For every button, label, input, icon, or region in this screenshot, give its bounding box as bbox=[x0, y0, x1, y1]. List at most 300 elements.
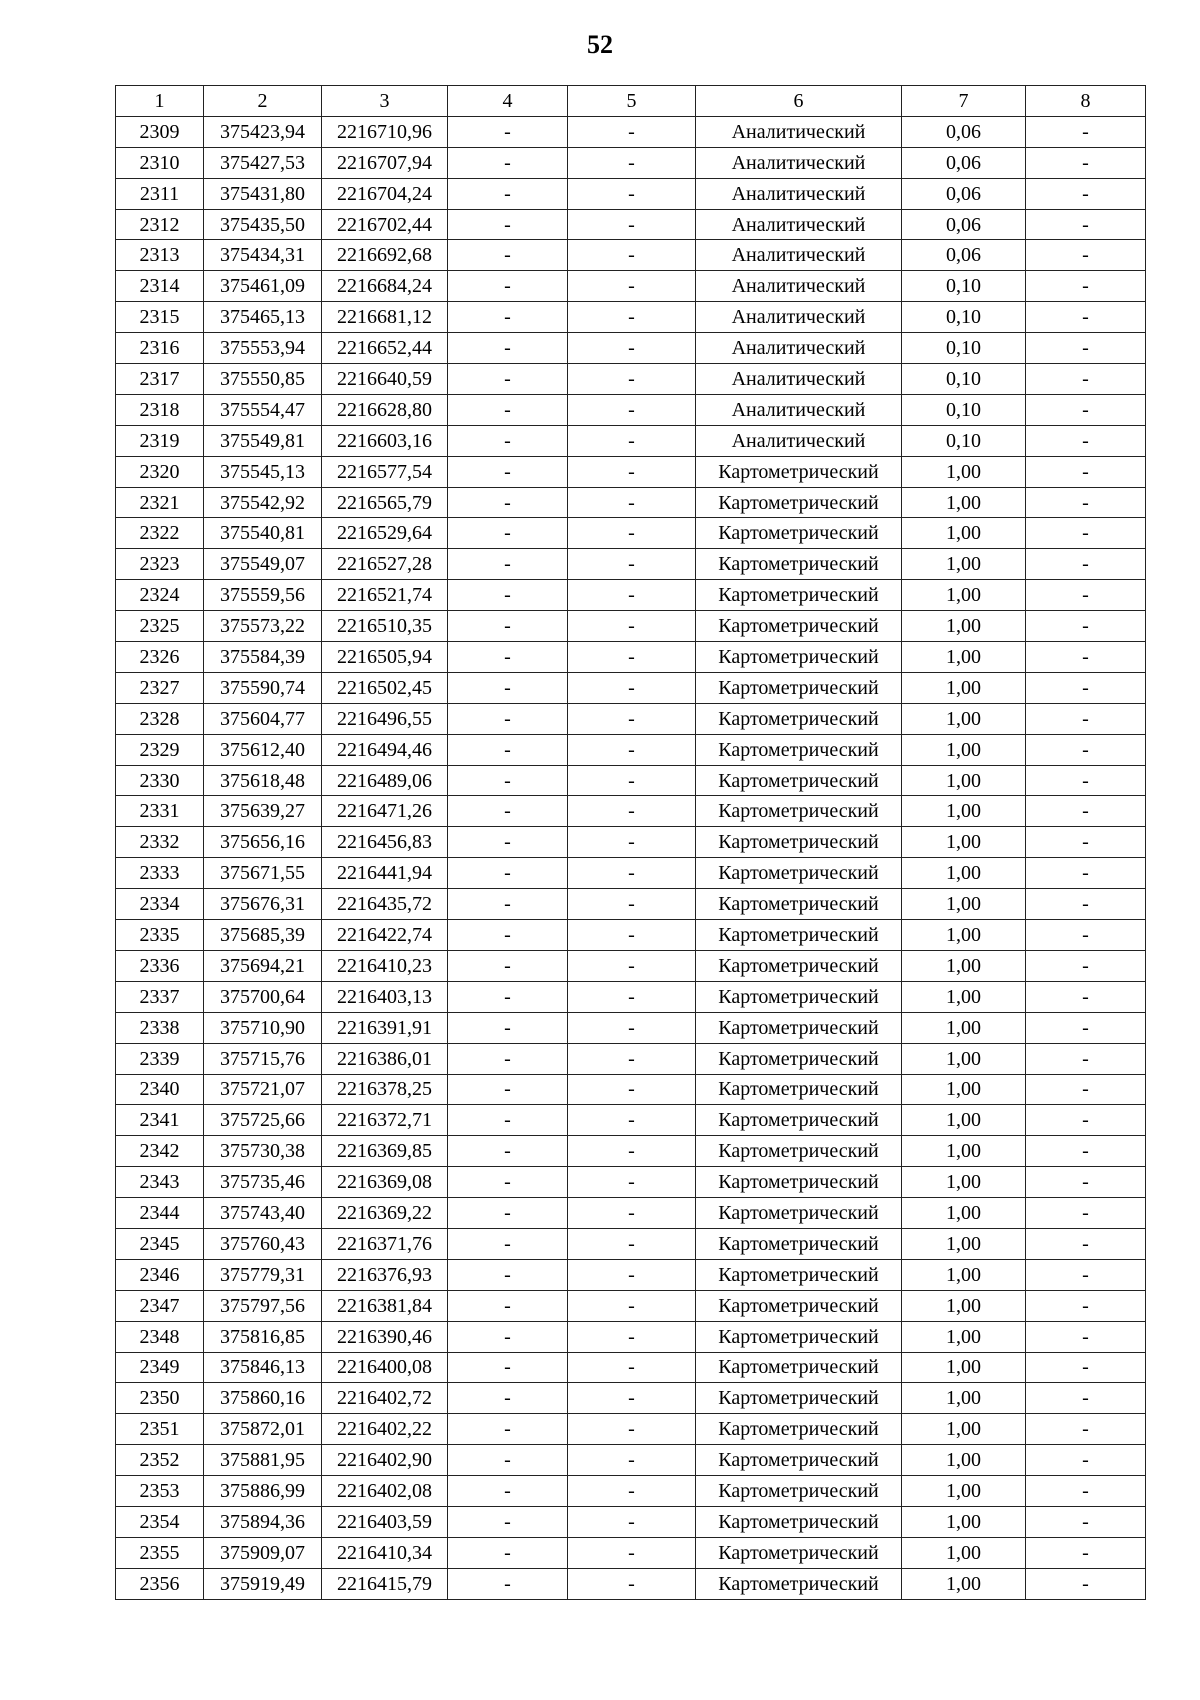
column-5-cell: - bbox=[568, 1198, 696, 1229]
accuracy-cell: 1,00 bbox=[902, 1167, 1026, 1198]
column-5-cell: - bbox=[568, 1228, 696, 1259]
column-5-cell: - bbox=[568, 1167, 696, 1198]
y-coordinate-cell: 2216471,26 bbox=[322, 796, 448, 827]
method-cell: Картометрический bbox=[696, 672, 902, 703]
column-4-cell: - bbox=[448, 302, 568, 333]
table-row bbox=[116, 178, 1146, 209]
method-cell: Аналитический bbox=[696, 425, 902, 456]
method-cell: Аналитический bbox=[696, 209, 902, 240]
x-coordinate-cell: 375886,99 bbox=[204, 1476, 322, 1507]
column-4-cell: - bbox=[448, 271, 568, 302]
accuracy-cell: 1,00 bbox=[902, 858, 1026, 889]
column-5-cell: - bbox=[568, 1259, 696, 1290]
accuracy-cell: 1,00 bbox=[902, 981, 1026, 1012]
accuracy-cell: 1,00 bbox=[902, 1105, 1026, 1136]
point-number-cell: 2344 bbox=[116, 1198, 204, 1229]
y-coordinate-cell: 2216529,64 bbox=[322, 518, 448, 549]
column-4-cell: - bbox=[448, 1321, 568, 1352]
accuracy-cell: 1,00 bbox=[902, 1290, 1026, 1321]
y-coordinate-cell: 2216496,55 bbox=[322, 703, 448, 734]
column-4-cell: - bbox=[448, 981, 568, 1012]
point-number-cell: 2311 bbox=[116, 178, 204, 209]
point-number-cell: 2312 bbox=[116, 209, 204, 240]
column-8-cell: - bbox=[1026, 1043, 1146, 1074]
method-cell: Картометрический bbox=[696, 858, 902, 889]
table-row bbox=[116, 796, 1146, 827]
table-row bbox=[116, 394, 1146, 425]
point-number-cell: 2321 bbox=[116, 487, 204, 518]
method-cell: Аналитический bbox=[696, 240, 902, 271]
column-4-cell: - bbox=[448, 487, 568, 518]
table-row bbox=[116, 518, 1146, 549]
column-5-cell: - bbox=[568, 518, 696, 549]
x-coordinate-cell: 375676,31 bbox=[204, 889, 322, 920]
column-5-cell: - bbox=[568, 1290, 696, 1321]
column-5-cell: - bbox=[568, 333, 696, 364]
x-coordinate-cell: 375435,50 bbox=[204, 209, 322, 240]
x-coordinate-cell: 375725,66 bbox=[204, 1105, 322, 1136]
accuracy-cell: 1,00 bbox=[902, 1506, 1026, 1537]
x-coordinate-cell: 375431,80 bbox=[204, 178, 322, 209]
accuracy-cell: 0,10 bbox=[902, 394, 1026, 425]
table-row bbox=[116, 1228, 1146, 1259]
method-cell: Аналитический bbox=[696, 147, 902, 178]
table-row bbox=[116, 889, 1146, 920]
column-8-cell: - bbox=[1026, 1136, 1146, 1167]
table-row bbox=[116, 1259, 1146, 1290]
point-number-cell: 2319 bbox=[116, 425, 204, 456]
y-coordinate-cell: 2216403,59 bbox=[322, 1506, 448, 1537]
point-number-cell: 2329 bbox=[116, 734, 204, 765]
x-coordinate-cell: 375760,43 bbox=[204, 1228, 322, 1259]
table-row bbox=[116, 364, 1146, 395]
column-8-cell: - bbox=[1026, 178, 1146, 209]
accuracy-cell: 1,00 bbox=[902, 703, 1026, 734]
y-coordinate-cell: 2216381,84 bbox=[322, 1290, 448, 1321]
column-5-cell: - bbox=[568, 1568, 696, 1599]
x-coordinate-cell: 375735,46 bbox=[204, 1167, 322, 1198]
method-cell: Картометрический bbox=[696, 611, 902, 642]
table-row bbox=[116, 271, 1146, 302]
x-coordinate-cell: 375545,13 bbox=[204, 456, 322, 487]
point-number-cell: 2314 bbox=[116, 271, 204, 302]
point-number-cell: 2334 bbox=[116, 889, 204, 920]
accuracy-cell: 1,00 bbox=[902, 549, 1026, 580]
column-8-cell: - bbox=[1026, 209, 1146, 240]
column-4-cell: - bbox=[448, 209, 568, 240]
point-number-cell: 2351 bbox=[116, 1414, 204, 1445]
point-number-cell: 2327 bbox=[116, 672, 204, 703]
table-row bbox=[116, 1321, 1146, 1352]
method-cell: Картометрический bbox=[696, 827, 902, 858]
method-cell: Картометрический bbox=[696, 1537, 902, 1568]
table-row bbox=[116, 456, 1146, 487]
accuracy-cell: 1,00 bbox=[902, 889, 1026, 920]
column-5-cell: - bbox=[568, 796, 696, 827]
table-header bbox=[116, 86, 1146, 117]
method-cell: Картометрический bbox=[696, 1414, 902, 1445]
column-5-cell: - bbox=[568, 209, 696, 240]
column-header-4: 4 bbox=[448, 86, 568, 117]
column-5-cell: - bbox=[568, 765, 696, 796]
y-coordinate-cell: 2216640,59 bbox=[322, 364, 448, 395]
y-coordinate-cell: 2216527,28 bbox=[322, 549, 448, 580]
column-5-cell: - bbox=[568, 1043, 696, 1074]
column-header-8: 8 bbox=[1026, 86, 1146, 117]
column-4-cell: - bbox=[448, 672, 568, 703]
table-row bbox=[116, 1537, 1146, 1568]
column-8-cell: - bbox=[1026, 1012, 1146, 1043]
y-coordinate-cell: 2216456,83 bbox=[322, 827, 448, 858]
column-8-cell: - bbox=[1026, 1259, 1146, 1290]
column-5-cell: - bbox=[568, 889, 696, 920]
accuracy-cell: 1,00 bbox=[902, 950, 1026, 981]
y-coordinate-cell: 2216403,13 bbox=[322, 981, 448, 1012]
point-number-cell: 2323 bbox=[116, 549, 204, 580]
x-coordinate-cell: 375715,76 bbox=[204, 1043, 322, 1074]
method-cell: Картометрический bbox=[696, 642, 902, 673]
method-cell: Картометрический bbox=[696, 1352, 902, 1383]
accuracy-cell: 1,00 bbox=[902, 1074, 1026, 1105]
y-coordinate-cell: 2216369,85 bbox=[322, 1136, 448, 1167]
point-number-cell: 2318 bbox=[116, 394, 204, 425]
table-row bbox=[116, 1167, 1146, 1198]
method-cell: Картометрический bbox=[696, 1321, 902, 1352]
table-row bbox=[116, 858, 1146, 889]
method-cell: Картометрический bbox=[696, 920, 902, 951]
column-4-cell: - bbox=[448, 456, 568, 487]
y-coordinate-cell: 2216372,71 bbox=[322, 1105, 448, 1136]
column-4-cell: - bbox=[448, 549, 568, 580]
column-8-cell: - bbox=[1026, 642, 1146, 673]
column-8-cell: - bbox=[1026, 487, 1146, 518]
x-coordinate-cell: 375618,48 bbox=[204, 765, 322, 796]
column-8-cell: - bbox=[1026, 147, 1146, 178]
method-cell: Картометрический bbox=[696, 1198, 902, 1229]
table-row bbox=[116, 116, 1146, 147]
accuracy-cell: 1,00 bbox=[902, 1228, 1026, 1259]
table-row bbox=[116, 920, 1146, 951]
point-number-cell: 2342 bbox=[116, 1136, 204, 1167]
point-number-cell: 2310 bbox=[116, 147, 204, 178]
point-number-cell: 2333 bbox=[116, 858, 204, 889]
table-row bbox=[116, 333, 1146, 364]
column-5-cell: - bbox=[568, 1537, 696, 1568]
column-8-cell: - bbox=[1026, 1228, 1146, 1259]
y-coordinate-cell: 2216402,22 bbox=[322, 1414, 448, 1445]
column-8-cell: - bbox=[1026, 1321, 1146, 1352]
x-coordinate-cell: 375894,36 bbox=[204, 1506, 322, 1537]
column-4-cell: - bbox=[448, 333, 568, 364]
column-5-cell: - bbox=[568, 1445, 696, 1476]
x-coordinate-cell: 375553,94 bbox=[204, 333, 322, 364]
accuracy-cell: 1,00 bbox=[902, 1043, 1026, 1074]
table-row bbox=[116, 672, 1146, 703]
y-coordinate-cell: 2216415,79 bbox=[322, 1568, 448, 1599]
column-8-cell: - bbox=[1026, 765, 1146, 796]
point-number-cell: 2338 bbox=[116, 1012, 204, 1043]
column-5-cell: - bbox=[568, 178, 696, 209]
y-coordinate-cell: 2216502,45 bbox=[322, 672, 448, 703]
column-8-cell: - bbox=[1026, 796, 1146, 827]
x-coordinate-cell: 375465,13 bbox=[204, 302, 322, 333]
y-coordinate-cell: 2216692,68 bbox=[322, 240, 448, 271]
point-number-cell: 2326 bbox=[116, 642, 204, 673]
column-8-cell: - bbox=[1026, 672, 1146, 703]
x-coordinate-cell: 375743,40 bbox=[204, 1198, 322, 1229]
method-cell: Картометрический bbox=[696, 1043, 902, 1074]
x-coordinate-cell: 375549,81 bbox=[204, 425, 322, 456]
accuracy-cell: 0,10 bbox=[902, 333, 1026, 364]
column-8-cell: - bbox=[1026, 1537, 1146, 1568]
x-coordinate-cell: 375423,94 bbox=[204, 116, 322, 147]
column-8-cell: - bbox=[1026, 1352, 1146, 1383]
column-5-cell: - bbox=[568, 302, 696, 333]
method-cell: Картометрический bbox=[696, 950, 902, 981]
y-coordinate-cell: 2216505,94 bbox=[322, 642, 448, 673]
x-coordinate-cell: 375872,01 bbox=[204, 1414, 322, 1445]
column-5-cell: - bbox=[568, 1321, 696, 1352]
column-5-cell: - bbox=[568, 1506, 696, 1537]
method-cell: Картометрический bbox=[696, 703, 902, 734]
x-coordinate-cell: 375730,38 bbox=[204, 1136, 322, 1167]
point-number-cell: 2315 bbox=[116, 302, 204, 333]
y-coordinate-cell: 2216521,74 bbox=[322, 580, 448, 611]
column-5-cell: - bbox=[568, 487, 696, 518]
column-8-cell: - bbox=[1026, 1198, 1146, 1229]
column-4-cell: - bbox=[448, 580, 568, 611]
point-number-cell: 2328 bbox=[116, 703, 204, 734]
point-number-cell: 2349 bbox=[116, 1352, 204, 1383]
column-8-cell: - bbox=[1026, 827, 1146, 858]
y-coordinate-cell: 2216603,16 bbox=[322, 425, 448, 456]
column-5-cell: - bbox=[568, 981, 696, 1012]
y-coordinate-cell: 2216681,12 bbox=[322, 302, 448, 333]
method-cell: Аналитический bbox=[696, 116, 902, 147]
y-coordinate-cell: 2216489,06 bbox=[322, 765, 448, 796]
column-4-cell: - bbox=[448, 1259, 568, 1290]
column-5-cell: - bbox=[568, 858, 696, 889]
x-coordinate-cell: 375573,22 bbox=[204, 611, 322, 642]
column-4-cell: - bbox=[448, 611, 568, 642]
method-cell: Картометрический bbox=[696, 1445, 902, 1476]
method-cell: Картометрический bbox=[696, 456, 902, 487]
x-coordinate-cell: 375656,16 bbox=[204, 827, 322, 858]
table-row bbox=[116, 611, 1146, 642]
y-coordinate-cell: 2216652,44 bbox=[322, 333, 448, 364]
x-coordinate-cell: 375434,31 bbox=[204, 240, 322, 271]
column-header-7: 7 bbox=[902, 86, 1026, 117]
table-row bbox=[116, 240, 1146, 271]
point-number-cell: 2335 bbox=[116, 920, 204, 951]
method-cell: Картометрический bbox=[696, 487, 902, 518]
table-row bbox=[116, 1352, 1146, 1383]
x-coordinate-cell: 375639,27 bbox=[204, 796, 322, 827]
table-row bbox=[116, 1105, 1146, 1136]
method-cell: Картометрический bbox=[696, 1012, 902, 1043]
column-5-cell: - bbox=[568, 394, 696, 425]
column-5-cell: - bbox=[568, 1012, 696, 1043]
y-coordinate-cell: 2216376,93 bbox=[322, 1259, 448, 1290]
table-row bbox=[116, 487, 1146, 518]
accuracy-cell: 0,06 bbox=[902, 178, 1026, 209]
x-coordinate-cell: 375710,90 bbox=[204, 1012, 322, 1043]
accuracy-cell: 1,00 bbox=[902, 1414, 1026, 1445]
accuracy-cell: 1,00 bbox=[902, 611, 1026, 642]
x-coordinate-cell: 375860,16 bbox=[204, 1383, 322, 1414]
x-coordinate-cell: 375721,07 bbox=[204, 1074, 322, 1105]
y-coordinate-cell: 2216369,08 bbox=[322, 1167, 448, 1198]
column-5-cell: - bbox=[568, 1136, 696, 1167]
table-row bbox=[116, 1383, 1146, 1414]
method-cell: Картометрический bbox=[696, 1074, 902, 1105]
point-number-cell: 2309 bbox=[116, 116, 204, 147]
method-cell: Картометрический bbox=[696, 889, 902, 920]
column-8-cell: - bbox=[1026, 302, 1146, 333]
point-number-cell: 2322 bbox=[116, 518, 204, 549]
column-8-cell: - bbox=[1026, 271, 1146, 302]
column-header-3: 3 bbox=[322, 86, 448, 117]
column-5-cell: - bbox=[568, 1105, 696, 1136]
column-5-cell: - bbox=[568, 642, 696, 673]
accuracy-cell: 0,06 bbox=[902, 240, 1026, 271]
column-4-cell: - bbox=[448, 889, 568, 920]
column-4-cell: - bbox=[448, 1476, 568, 1507]
column-8-cell: - bbox=[1026, 1568, 1146, 1599]
column-4-cell: - bbox=[448, 1043, 568, 1074]
point-number-cell: 2316 bbox=[116, 333, 204, 364]
accuracy-cell: 1,00 bbox=[902, 1321, 1026, 1352]
table-row bbox=[116, 1476, 1146, 1507]
method-cell: Аналитический bbox=[696, 178, 902, 209]
x-coordinate-cell: 375550,85 bbox=[204, 364, 322, 395]
column-5-cell: - bbox=[568, 549, 696, 580]
accuracy-cell: 1,00 bbox=[902, 1259, 1026, 1290]
column-4-cell: - bbox=[448, 1136, 568, 1167]
table-row bbox=[116, 827, 1146, 858]
table-row bbox=[116, 703, 1146, 734]
y-coordinate-cell: 2216371,76 bbox=[322, 1228, 448, 1259]
column-8-cell: - bbox=[1026, 333, 1146, 364]
method-cell: Картометрический bbox=[696, 796, 902, 827]
column-5-cell: - bbox=[568, 672, 696, 703]
x-coordinate-cell: 375542,92 bbox=[204, 487, 322, 518]
column-4-cell: - bbox=[448, 950, 568, 981]
x-coordinate-cell: 375549,07 bbox=[204, 549, 322, 580]
accuracy-cell: 1,00 bbox=[902, 518, 1026, 549]
method-cell: Картометрический bbox=[696, 1167, 902, 1198]
column-header-2: 2 bbox=[204, 86, 322, 117]
method-cell: Картометрический bbox=[696, 1136, 902, 1167]
table-body bbox=[116, 116, 1146, 1599]
column-5-cell: - bbox=[568, 611, 696, 642]
method-cell: Картометрический bbox=[696, 1568, 902, 1599]
table-row bbox=[116, 1198, 1146, 1229]
point-number-cell: 2332 bbox=[116, 827, 204, 858]
y-coordinate-cell: 2216410,34 bbox=[322, 1537, 448, 1568]
column-4-cell: - bbox=[448, 1568, 568, 1599]
column-8-cell: - bbox=[1026, 950, 1146, 981]
x-coordinate-cell: 375584,39 bbox=[204, 642, 322, 673]
column-5-cell: - bbox=[568, 703, 696, 734]
column-8-cell: - bbox=[1026, 920, 1146, 951]
column-8-cell: - bbox=[1026, 889, 1146, 920]
point-number-cell: 2343 bbox=[116, 1167, 204, 1198]
y-coordinate-cell: 2216410,23 bbox=[322, 950, 448, 981]
column-8-cell: - bbox=[1026, 1445, 1146, 1476]
table-row bbox=[116, 425, 1146, 456]
column-8-cell: - bbox=[1026, 364, 1146, 395]
accuracy-cell: 1,00 bbox=[902, 734, 1026, 765]
table-row bbox=[116, 765, 1146, 796]
y-coordinate-cell: 2216435,72 bbox=[322, 889, 448, 920]
column-4-cell: - bbox=[448, 1537, 568, 1568]
table-row bbox=[116, 1136, 1146, 1167]
column-8-cell: - bbox=[1026, 580, 1146, 611]
column-5-cell: - bbox=[568, 920, 696, 951]
accuracy-cell: 1,00 bbox=[902, 672, 1026, 703]
accuracy-cell: 0,06 bbox=[902, 147, 1026, 178]
point-number-cell: 2341 bbox=[116, 1105, 204, 1136]
table-row bbox=[116, 580, 1146, 611]
column-8-cell: - bbox=[1026, 858, 1146, 889]
y-coordinate-cell: 2216577,54 bbox=[322, 456, 448, 487]
point-number-cell: 2353 bbox=[116, 1476, 204, 1507]
method-cell: Картометрический bbox=[696, 1290, 902, 1321]
column-4-cell: - bbox=[448, 147, 568, 178]
column-4-cell: - bbox=[448, 1352, 568, 1383]
column-4-cell: - bbox=[448, 1414, 568, 1445]
column-5-cell: - bbox=[568, 1414, 696, 1445]
column-4-cell: - bbox=[448, 1506, 568, 1537]
table-row bbox=[116, 981, 1146, 1012]
column-8-cell: - bbox=[1026, 425, 1146, 456]
method-cell: Картометрический bbox=[696, 1476, 902, 1507]
accuracy-cell: 1,00 bbox=[902, 580, 1026, 611]
column-8-cell: - bbox=[1026, 394, 1146, 425]
column-4-cell: - bbox=[448, 1167, 568, 1198]
column-8-cell: - bbox=[1026, 1506, 1146, 1537]
point-number-cell: 2317 bbox=[116, 364, 204, 395]
x-coordinate-cell: 375590,74 bbox=[204, 672, 322, 703]
column-4-cell: - bbox=[448, 1012, 568, 1043]
point-number-cell: 2339 bbox=[116, 1043, 204, 1074]
accuracy-cell: 1,00 bbox=[902, 1476, 1026, 1507]
method-cell: Аналитический bbox=[696, 302, 902, 333]
x-coordinate-cell: 375694,21 bbox=[204, 950, 322, 981]
column-4-cell: - bbox=[448, 1290, 568, 1321]
method-cell: Аналитический bbox=[696, 394, 902, 425]
y-coordinate-cell: 2216684,24 bbox=[322, 271, 448, 302]
column-5-cell: - bbox=[568, 271, 696, 302]
y-coordinate-cell: 2216369,22 bbox=[322, 1198, 448, 1229]
column-8-cell: - bbox=[1026, 734, 1146, 765]
x-coordinate-cell: 375559,56 bbox=[204, 580, 322, 611]
point-number-cell: 2352 bbox=[116, 1445, 204, 1476]
accuracy-cell: 1,00 bbox=[902, 1568, 1026, 1599]
method-cell: Картометрический bbox=[696, 1259, 902, 1290]
point-number-cell: 2348 bbox=[116, 1321, 204, 1352]
accuracy-cell: 1,00 bbox=[902, 1383, 1026, 1414]
x-coordinate-cell: 375554,47 bbox=[204, 394, 322, 425]
accuracy-cell: 1,00 bbox=[902, 487, 1026, 518]
column-4-cell: - bbox=[448, 1105, 568, 1136]
table-row bbox=[116, 1074, 1146, 1105]
column-8-cell: - bbox=[1026, 981, 1146, 1012]
x-coordinate-cell: 375919,49 bbox=[204, 1568, 322, 1599]
x-coordinate-cell: 375909,07 bbox=[204, 1537, 322, 1568]
point-number-cell: 2355 bbox=[116, 1537, 204, 1568]
